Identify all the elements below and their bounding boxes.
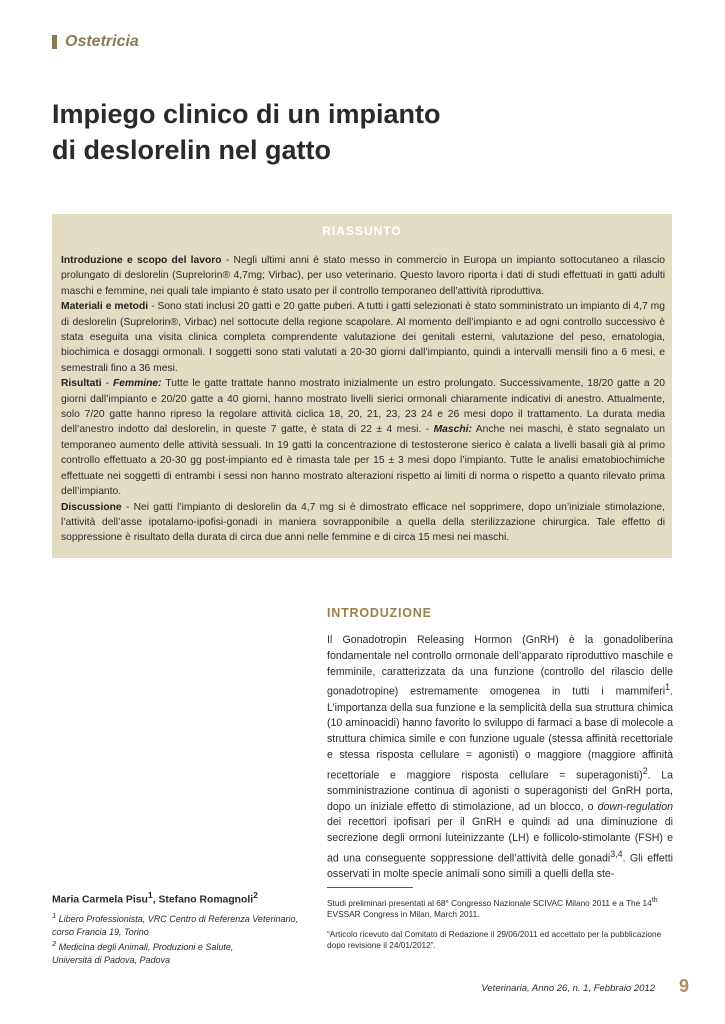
abstract-introduction — [61, 253, 665, 299]
abstract-methods-text: - Sono stati inclusi 20 gatti e 20 gatte puberi. A tutti i gatti selezionati è stato somministrato un impianto di 4,7 mg di deslorelin (Suprelorin®, Virbac) nel sottocute della regione scapolare. Al momento dell’impianto e ad ogni controllo successivo è stata eseguita una visita clinica completa comprendente valutazione dei genitali esterni, valutazione del peso, ematologia, biochimica e dosaggi ormonali. I soggetti sono stati valutati a 20-30 giorni dall’impianto, quindi a intervalli mensili fino a 6 mesi, e semestrali fino a 36 mesi. — [61, 301, 665, 374]
abstract-results-sep: - — [101, 378, 113, 390]
author-1-sup: 1 — [147, 890, 153, 900]
abstract-results — [61, 376, 665, 499]
footnote-1-b: EVSSAR Congress in Milan, March 2011. — [327, 909, 480, 920]
section-marker-icon — [52, 35, 57, 49]
intro-text-3: . La somministrazione continua di agonisti o superagonisti del GnRH porta, dopo un iniziale effetto di stimolazione, ad un blocco, o — [327, 769, 673, 813]
article-title — [52, 96, 672, 168]
abstract-males-text: Anche nei maschi, è stato segnalato un temporaneo aumento delle attività sessuali. In 19 gatti la concentrazione di testosterone sierico è calata a livelli basali già al primo controllo effettuato a 20-30 gg post-impianto ed è rimasta tale per 15 ± 3 mesi dopo l’impianto. Tutte le analisi ematobiochimiche effettuate nei soggetti di entrambi i sessi non hanno mostrato alterazioni rispetto ai limiti di norma o rispetto a quanto rilevato prima dell’impianto. — [61, 424, 666, 498]
affiliation-2-line-a: Medicina degli Animali, Produzioni e Salute, — [56, 942, 234, 953]
footnote-1-a: Studi preliminari presentati al 68° Congresso Nazionale SCIVAC Milano 2011 e a The 14 — [327, 897, 652, 908]
title-line-2: di deslorelin nel gatto — [52, 135, 332, 165]
abstract-discussion — [61, 500, 665, 546]
footnote-2: “Articolo ricevuto dal Comitato di Redazione il 29/06/2011 ed accettato per la pubblicazione dopo revisione il 24/01/2012”. — [327, 928, 662, 951]
intro-italic-term: down-regulation — [597, 800, 673, 813]
abstract-heading: RIASSUNTO — [322, 224, 402, 238]
abstract-intro-text: - Negli ultimi anni è stato messo in commercio in Europa un impianto sottocutaneo a rilascio prolungato di deslorelin (Suprelorin® 4,7mg; Virbac), per uso veterinario. Questo lavoro riporta i dati di studi effettuati in gatti adulti maschi e femmine, nei quali tale impianto è stato usato per il controllo temporaneo dell’attività riproduttiva. — [61, 255, 665, 297]
abstract-box — [52, 214, 672, 558]
abstract-females-label: Femmine: — [112, 378, 162, 390]
affiliation-1-line-a: Libero Professionista, VRC Centro di Referenza Veterinario, — [56, 914, 298, 925]
abstract-methods — [61, 299, 665, 376]
abstract-results-text: Tutte le gatte trattate hanno mostrato inizialmente un estro prolungato. Successivamente, 18/20 gatte a 20 giorni dall’impianto e 20/20 gatte a 40 giorni, hanno mostrato livelli sierici ormonali chiaramente indicativi di anestro. Attualmente, solo 7/20 gatte hanno ripreso la regolare attività ciclica 18, 20, 21, 23, 23 24 e 26 mesi dopo il trattamento. La durata media dell’anestro indotto dal deslorelin, in queste 7 gatte, è stata di 22 ± 4 mesi. - — [61, 378, 665, 436]
affiliation-1-sup: 1 — [52, 911, 57, 921]
intro-text-1: Il Gonadotropin Releasing Hormon (GnRH) è la gonadoliberina fondamentale nel controllo ormonale dell’apparato riproduttivo maschile e femminile, caratterizzata da una funzione (controllo del rilascio delle gonadotropine) estremamente omogenea in tutti i mammiferi — [327, 634, 673, 698]
author-1: Maria Carmela Pisu — [52, 894, 148, 906]
abstract-discussion-text: - Nei gatti l’impianto di deslorelin da 4,7 mg si è dimostrato efficace nel sopprimere, dopo un’iniziale stimolazione, l’attività dell’asse ipotalamo-ipofisi-gonadi in maniera sovrapponibile a quella della sterilizzazione chirurgica. Tale effetto di soppressione è risultato della durata di circa due anni nelle femmine e di circa 15 mesi nei maschi. — [61, 501, 665, 544]
intro-text-4: dei recettori ipofisari per il GnRH e quindi ad una diminuzione di secrezione degli ormoni luteinizzante (LH) e follicolo-stimolante (FSH) e ad una conseguente soppressione dell’attività delle gonadi — [327, 816, 673, 865]
affiliation-1 — [52, 910, 302, 926]
introduction-heading: INTRODUZIONE — [327, 606, 432, 620]
author-2: , Stefano Romagnoli — [152, 894, 254, 906]
authors-block — [52, 889, 302, 966]
section-tag — [52, 33, 139, 51]
abstract-males-label: Maschi: — [433, 424, 472, 436]
page-number: 9 — [678, 976, 689, 996]
author-names — [52, 889, 302, 907]
footnote-1 — [327, 895, 673, 921]
abstract-body — [61, 253, 665, 546]
introduction-body — [327, 633, 673, 883]
affiliation-2-address: Università di Padova, Padova — [52, 954, 171, 965]
intro-ref-3: 3,4 — [610, 848, 623, 859]
section-label: Ostetricia — [65, 33, 139, 50]
footnote-1-sup: th — [651, 897, 658, 904]
abstract-results-label: Risultati — [61, 378, 102, 390]
intro-text-2: . L’importanza della sua funzione e la semplicità della sua struttura chimica (10 aminoacidi) hanno favorito lo sviluppo di farmaci a base di molecole a struttura chimica simile e con funzione uguale (stessa affinità recettoriale e stessa risposta cellulare = agonisti) o maggiore (maggiore affinità recettoriale e maggiore risposta cellulare = superagonisti) — [327, 685, 673, 782]
footnote-divider — [327, 887, 413, 888]
abstract-intro-label: Introduzione e scopo del lavoro — [61, 255, 222, 266]
journal-citation: Veterinaria, Anno 26, n. 1, Febbraio 2012 — [481, 983, 655, 994]
intro-ref-2: 2 — [642, 765, 648, 776]
affiliation-2-sup: 2 — [52, 939, 57, 949]
affiliation-1-address: corso Francia 19, Torino — [52, 926, 149, 937]
abstract-methods-label: Materiali e metodi — [61, 301, 149, 313]
intro-text-5: . Gli effetti osservati in molte specie animali sono simili a quelli della ste- — [327, 852, 673, 881]
author-2-sup: 2 — [253, 890, 258, 900]
intro-ref-1: 1 — [665, 682, 671, 693]
affiliation-2 — [52, 938, 302, 954]
title-line-1: Impiego clinico di un impianto — [52, 99, 441, 129]
abstract-discussion-label: Discussione — [61, 501, 122, 513]
footnotes — [327, 895, 673, 960]
